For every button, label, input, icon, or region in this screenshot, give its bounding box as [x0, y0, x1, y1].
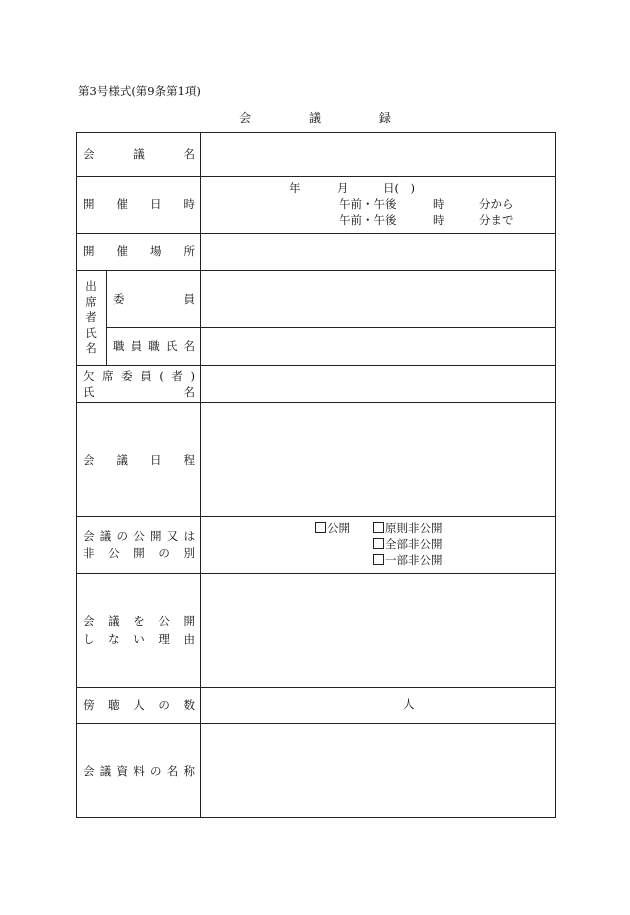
observers-unit: 人 [403, 697, 415, 711]
members-field[interactable] [202, 271, 554, 326]
date-year: 年 [289, 181, 301, 195]
option-principle-closed[interactable]: 原則非公開 [373, 521, 443, 537]
meeting-name-field[interactable] [202, 134, 554, 175]
label-column-divider [200, 133, 201, 817]
label-reason-line1: 会 議 を 公 開 [83, 614, 195, 628]
absent-field[interactable] [202, 366, 554, 401]
label-attendees: 出 席 者 氏 名 [85, 279, 97, 355]
start-minute: 分から [479, 197, 514, 211]
label-venue: 開 催 場 所 [83, 244, 195, 258]
label-absent-line2: 氏 名 [83, 385, 195, 399]
title-char: 議 [308, 111, 321, 125]
form-header: 第3号様式(第9条第1項) [78, 84, 201, 98]
label-reason-line2: し な い 理 由 [83, 632, 195, 646]
label-agenda: 会 議 日 程 [83, 453, 195, 467]
label-meeting-name: 会 議 名 [83, 147, 195, 161]
materials-field[interactable] [202, 724, 554, 816]
label-public-line2: 非 公 開 の 別 [83, 546, 195, 560]
checkbox[interactable] [373, 554, 384, 565]
venue-field[interactable] [202, 234, 554, 269]
start-ampm: 午前・午後 [339, 197, 397, 211]
staff-field[interactable] [202, 328, 554, 364]
label-absent-line1: 欠 席 委 員 ( 者 ) [83, 369, 195, 383]
reason-field[interactable] [202, 574, 554, 686]
label-datetime: 開 催 日 時 [83, 197, 195, 211]
row-divider [77, 516, 555, 517]
start-hour: 時 [433, 197, 445, 211]
row-divider [77, 687, 555, 688]
row-divider [77, 176, 555, 177]
end-hour: 時 [433, 213, 445, 227]
agenda-field[interactable] [202, 403, 554, 515]
option-fully-closed[interactable]: 全部非公開 [373, 537, 443, 553]
end-ampm: 午前・午後 [339, 213, 397, 227]
option-public[interactable]: 公開 [315, 521, 350, 537]
label-members: 委 員 [113, 292, 195, 306]
date-month: 月 [337, 181, 349, 195]
label-staff: 職 員 職 氏 名 [113, 339, 195, 353]
date-day: 日( ) [383, 181, 415, 195]
label-observers: 傍 聴 人 の 数 [83, 698, 195, 712]
option-partially-closed[interactable]: 一部非公開 [373, 553, 443, 569]
label-materials: 会 議 資 料 の 名 称 [83, 764, 195, 778]
minutes-form-table [76, 132, 556, 818]
title-char: 録 [378, 111, 391, 125]
end-minute: 分まで [479, 213, 514, 227]
label-public-line1: 会 議 の 公 開 又 は [83, 529, 195, 543]
attendee-subcolumn-divider [106, 270, 107, 365]
checkbox[interactable] [373, 538, 384, 549]
checkbox[interactable] [315, 522, 326, 533]
title-char: 会 [239, 111, 252, 125]
checkbox[interactable] [373, 522, 384, 533]
document-title [0, 109, 630, 126]
